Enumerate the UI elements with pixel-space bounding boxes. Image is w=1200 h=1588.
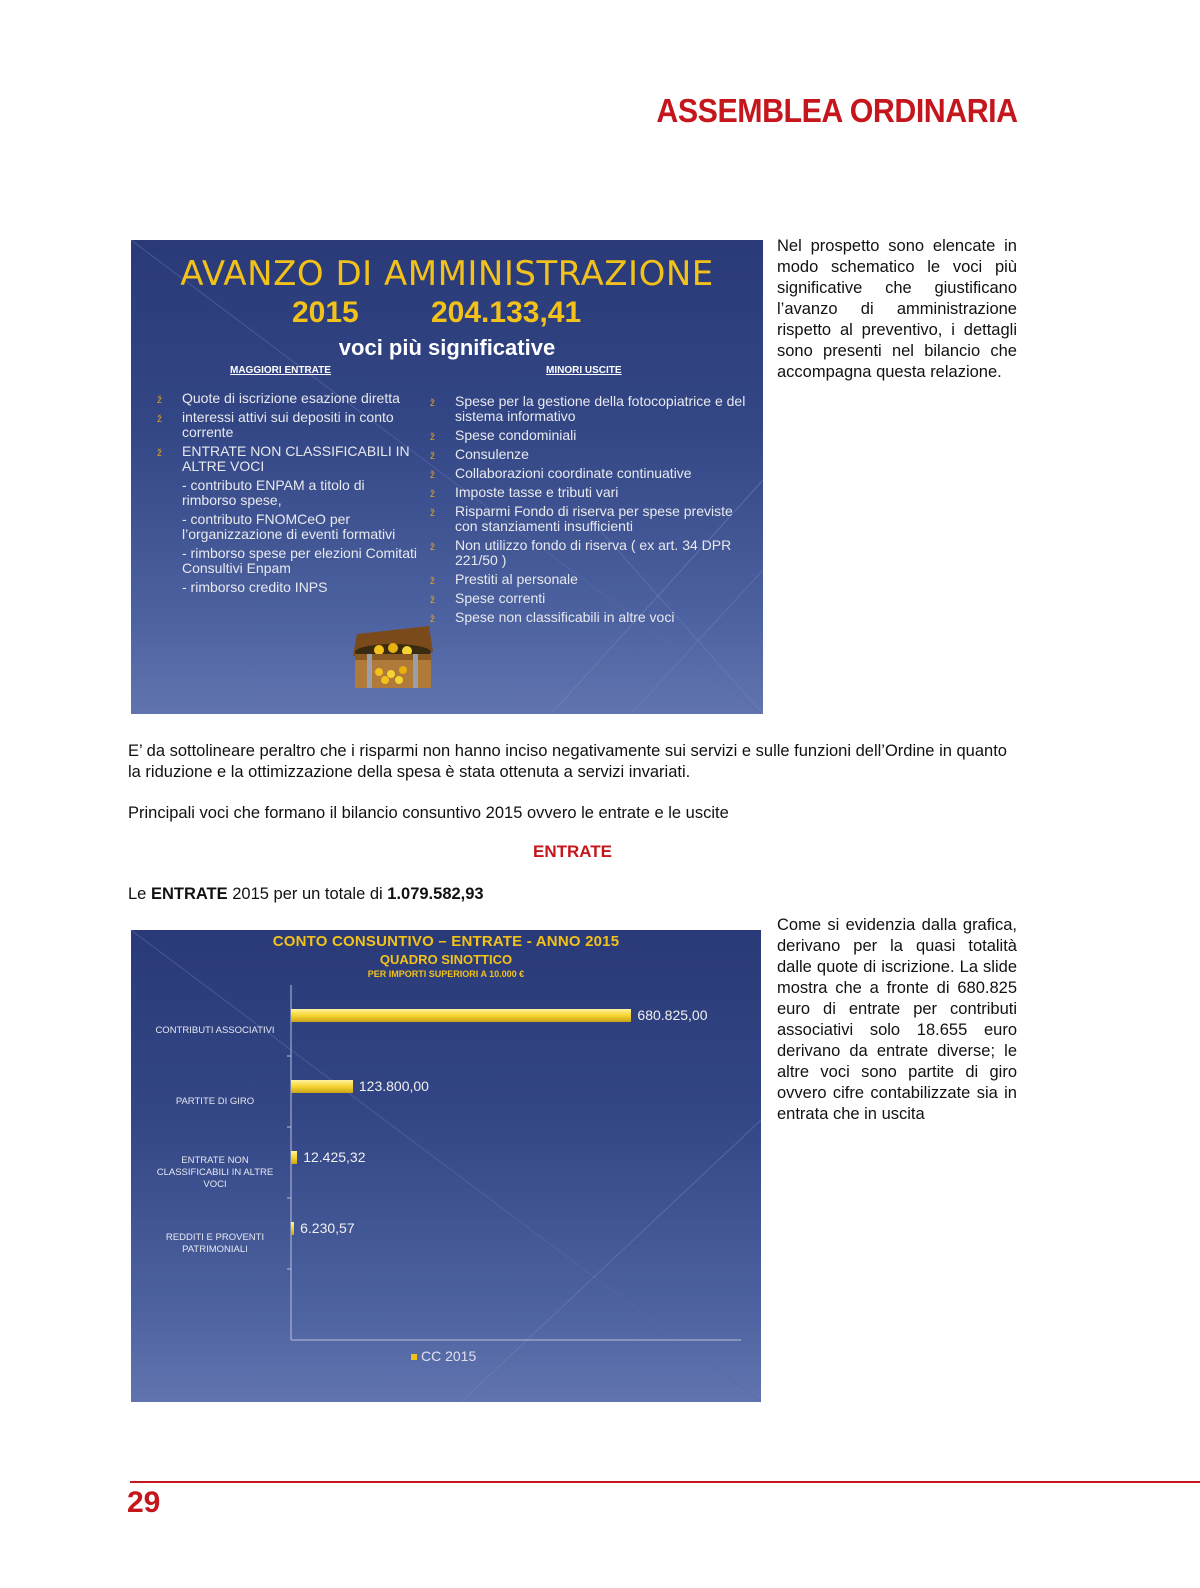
maggiori-entrate-item: ž ENTRATE NON CLASSIFICABILI IN ALTRE VOCI [182,444,418,474]
chart-bar [291,1151,297,1164]
bar-value-label: 680.825,00 [637,1006,708,1023]
slide1-title: AVANZO DI AMMINISTRAZIONE [180,254,714,294]
chart-bar [291,1009,631,1022]
chart-title: CONTO CONSUNTIVO – ENTRATE - ANNO 2015 [272,933,620,950]
minori-uscite-item: ž Collaborazioni coordinate continuative [455,466,755,481]
legend-label: CC 2015 [421,1348,477,1364]
maggiori-entrate-item: - rimborso credito INPS [182,579,328,595]
minori-uscite-item: ž Spese per la gestione della fotocopiatrice e del sistema informativo [455,394,755,424]
category-label: PARTITE DI GIRO [175,1095,255,1107]
paragraph-risparmi: E’ da sottolineare peraltro che i risparmi non hanno inciso negativamente sui servizi e sulle funzioni dell’Ordine in quanto la riduzione e la ottimizzazione della spesa è stata ottenuta a servizi invariati. [128,742,1007,781]
chart-subtitle: QUADRO SINOTTICO [379,952,513,967]
maggiori-entrate-list [182,391,418,599]
chart-legend [411,1348,476,1364]
side-text-entrate: Come si evidenzia dalla grafica, derivano per la quasi totalità dalle quote di iscrizione. La slide mostra che a fronte di 680.825 euro di entrate per contributi associativi solo 18.655 euro derivano da entrate diverse; le altre voci sono partite di giro ovvero cifre contabilizzate sia in entrata che in uscita [777,916,1017,1123]
side-text-avanzo: Nel prospetto sono elencate in modo schematico le voci più significative che giustificano l’avanzo di amministrazione rispetto al preventivo, i dettagli sono presenti nel bilancio che accompagna questa relazione. [777,237,1017,381]
chart-bar [291,1222,294,1235]
minori-uscite-item: ž Imposte tasse e tributi vari [455,485,755,500]
chart-bar [291,1080,353,1093]
maggiori-entrate-item: ž interessi attivi sui depositi in conto corrente [182,410,418,440]
footer-rule [130,1481,1200,1483]
maggiori-entrate-item: - contributo ENPAM a titolo di rimborso spese, [182,477,365,508]
bar-value-label: 123.800,00 [358,1077,429,1094]
category-label: ENTRATE NON CLASSIFICABILI IN ALTRE VOCI [156,1154,274,1190]
page-header-title: ASSEMBLEA ORDINARIA [656,92,1018,129]
slide1-year: 2015 [292,296,359,329]
bar-value-label: 6.230,57 [300,1219,355,1236]
maggiori-entrate-heading: MAGGIORI ENTRATE [230,365,331,376]
slide-conto-consuntivo-chart [131,930,761,1402]
bar-value-label: 12.425,32 [303,1148,366,1165]
minori-uscite-item: ž Non utilizzo fondo di riserva ( ex art. 34 DPR 221/50 ) [455,538,755,568]
maggiori-entrate-item: - rimborso spese per elezioni Comitati Consultivi Enpam [182,545,417,576]
minori-uscite-list [455,394,755,629]
page-number: 29 [127,1486,161,1519]
minori-uscite-item: ž Spese condominiali [455,428,755,443]
minori-uscite-item: ž Prestiti al personale [455,572,755,587]
legend-swatch [411,1354,417,1360]
paragraph-principali-voci: Principali voci che formano il bilancio consuntivo 2015 ovvero le entrate e le uscite [128,804,729,822]
category-label: REDDITI E PROVENTI PATRIMONIALI [165,1231,265,1255]
total-middle: 2015 per un totale di [227,885,388,903]
category-label: CONTRIBUTI ASSOCIATIVI [155,1024,275,1036]
minori-uscite-item: ž Consulenze [455,447,755,462]
maggiori-entrate-item: ž Quote di iscrizione esazione diretta [182,391,418,406]
slide1-subtitle: voci più significative [338,335,556,360]
chart-subtitle-2: PER IMPORTI SUPERIORI A 10.000 € [367,969,525,979]
minori-uscite-item: ž Risparmi Fondo di riserva per spese previste con stanziamenti insufficienti [455,504,755,534]
minori-uscite-item: ž Spese correnti [455,591,755,606]
entrate-total-line [128,884,484,905]
maggiori-entrate-item: - contributo FNOMCeO per l’organizzazione di eventi formativi [182,511,396,542]
entrate-heading: ENTRATE [532,842,612,861]
treasure-chest-icon [349,612,437,690]
total-amount: 1.079.582,93 [387,885,484,903]
total-prefix: Le [128,885,151,903]
slide1-amount: 204.133,41 [431,296,582,329]
minori-uscite-item: ž Spese non classificabili in altre voci [455,610,755,625]
total-entrate-word: ENTRATE [150,885,228,903]
minori-uscite-heading: MINORI USCITE [546,365,622,376]
slide-avanzo-amministrazione [131,240,763,714]
